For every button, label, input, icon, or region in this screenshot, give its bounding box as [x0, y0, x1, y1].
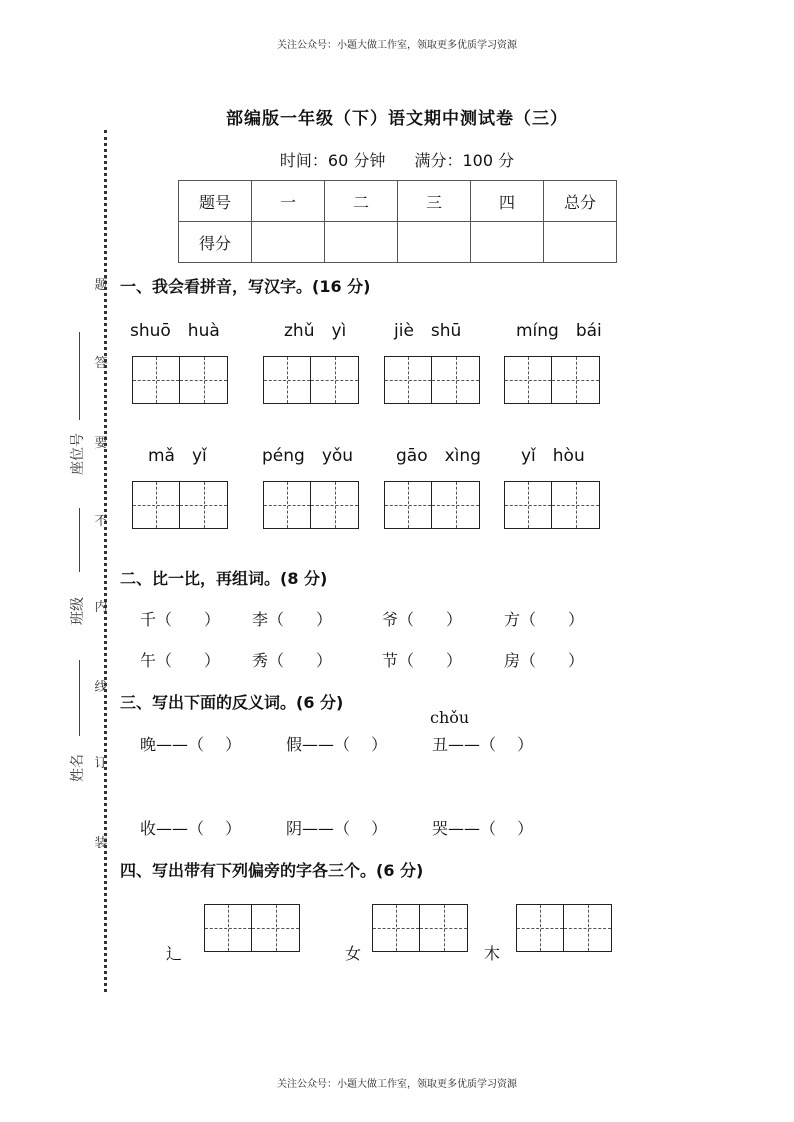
- tianzige-box[interactable]: [504, 356, 600, 404]
- tianzige-box[interactable]: [263, 356, 359, 404]
- compare-item[interactable]: 千（ ）: [140, 610, 221, 629]
- exam-title: 部编版一年级（下）语文期中测试卷（三）: [226, 109, 568, 129]
- antonym-item[interactable]: 丑——（ ）: [432, 735, 534, 754]
- class-label: 班级: [70, 597, 86, 625]
- score-cell[interactable]: [471, 222, 544, 263]
- time-limit: 时间：60 分钟: [279, 151, 386, 170]
- chou-pinyin: chǒu: [430, 708, 470, 727]
- score-cell[interactable]: [325, 222, 398, 263]
- name-label: 姓名: [70, 754, 86, 782]
- binding-char: 不: [94, 514, 108, 529]
- binding-char: 装: [94, 836, 108, 851]
- section-1-title: 一、我会看拼音，写汉字。(16 分): [120, 277, 371, 296]
- binding-char: 订: [94, 756, 108, 771]
- seat-write-line[interactable]: [79, 332, 80, 420]
- tianzige-box[interactable]: [132, 481, 228, 529]
- compare-item[interactable]: 房（ ）: [504, 651, 585, 670]
- compare-item[interactable]: 方（ ）: [504, 610, 585, 629]
- compare-item[interactable]: 秀（ ）: [252, 651, 333, 670]
- binding-char: 要: [94, 436, 108, 451]
- score-cell[interactable]: [252, 222, 325, 263]
- pinyin-label: míng bái: [516, 321, 602, 341]
- compare-item[interactable]: 李（ ）: [252, 610, 333, 629]
- pinyin-label: zhǔ yì: [284, 321, 347, 341]
- pinyin-label: gāo xìng: [396, 446, 481, 466]
- score-header-cell: 总分: [544, 181, 617, 222]
- binding-char: 线: [94, 680, 108, 695]
- pinyin-label: jiè shū: [394, 321, 462, 341]
- score-row-label: 得分: [179, 222, 252, 263]
- pinyin-label: yǐ hòu: [521, 446, 585, 466]
- score-table-header-row: [179, 181, 617, 222]
- tianzige-box[interactable]: [516, 904, 612, 952]
- tianzige-box[interactable]: [384, 356, 480, 404]
- score-header-cell: 二: [325, 181, 398, 222]
- exam-info: [0, 148, 794, 171]
- seat-label: 座位号: [70, 433, 86, 475]
- binding-char: 题: [94, 278, 108, 293]
- tianzige-box[interactable]: [372, 904, 468, 952]
- score-header-cell: 一: [252, 181, 325, 222]
- antonym-item[interactable]: 哭——（ ）: [432, 819, 534, 838]
- section-2-title: 二、比一比，再组词。(8 分): [120, 569, 328, 588]
- radical-label: 女: [345, 944, 362, 963]
- bottom-notice: 关注公众号：小题大做工作室，领取更多优质学习资源: [277, 1079, 517, 1090]
- section-3-title: 三、写出下面的反义词。(6 分): [120, 693, 344, 712]
- binding-dotted-line: [104, 130, 107, 992]
- pinyin-label: mǎ yǐ: [148, 446, 207, 466]
- top-notice: 关注公众号：小题大做工作室，领取更多优质学习资源: [277, 40, 517, 51]
- score-header-cell: 四: [471, 181, 544, 222]
- antonym-item[interactable]: 收——（ ）: [140, 819, 242, 838]
- tianzige-box[interactable]: [204, 904, 300, 952]
- binding-char: 答: [94, 356, 108, 371]
- binding-char: 内: [94, 600, 108, 615]
- antonym-item[interactable]: 假——（ ）: [286, 735, 388, 754]
- tianzige-box[interactable]: [132, 356, 228, 404]
- pinyin-label: péng yǒu: [262, 446, 354, 466]
- antonym-item[interactable]: 晚——（ ）: [140, 735, 242, 754]
- radical-label: 辶: [166, 944, 183, 963]
- radical-label: 木: [484, 944, 501, 963]
- compare-item[interactable]: 爷（ ）: [382, 610, 463, 629]
- antonym-item[interactable]: 阴——（ ）: [286, 819, 388, 838]
- score-table-score-row: [179, 222, 617, 263]
- score-cell[interactable]: [398, 222, 471, 263]
- tianzige-box[interactable]: [504, 481, 600, 529]
- score-header-cell: 三: [398, 181, 471, 222]
- class-write-line[interactable]: [79, 508, 80, 572]
- tianzige-box[interactable]: [263, 481, 359, 529]
- section-4-title: 四、写出带有下列偏旁的字各三个。(6 分): [120, 861, 424, 880]
- score-header-cell: 题号: [179, 181, 252, 222]
- tianzige-box[interactable]: [384, 481, 480, 529]
- score-table: [178, 180, 617, 263]
- compare-item[interactable]: 午（ ）: [140, 651, 221, 670]
- name-write-line[interactable]: [79, 660, 80, 736]
- full-score: 满分：100 分: [414, 151, 515, 170]
- score-cell[interactable]: [544, 222, 617, 263]
- pinyin-label: shuō huà: [130, 321, 220, 341]
- compare-item[interactable]: 节（ ）: [382, 651, 463, 670]
